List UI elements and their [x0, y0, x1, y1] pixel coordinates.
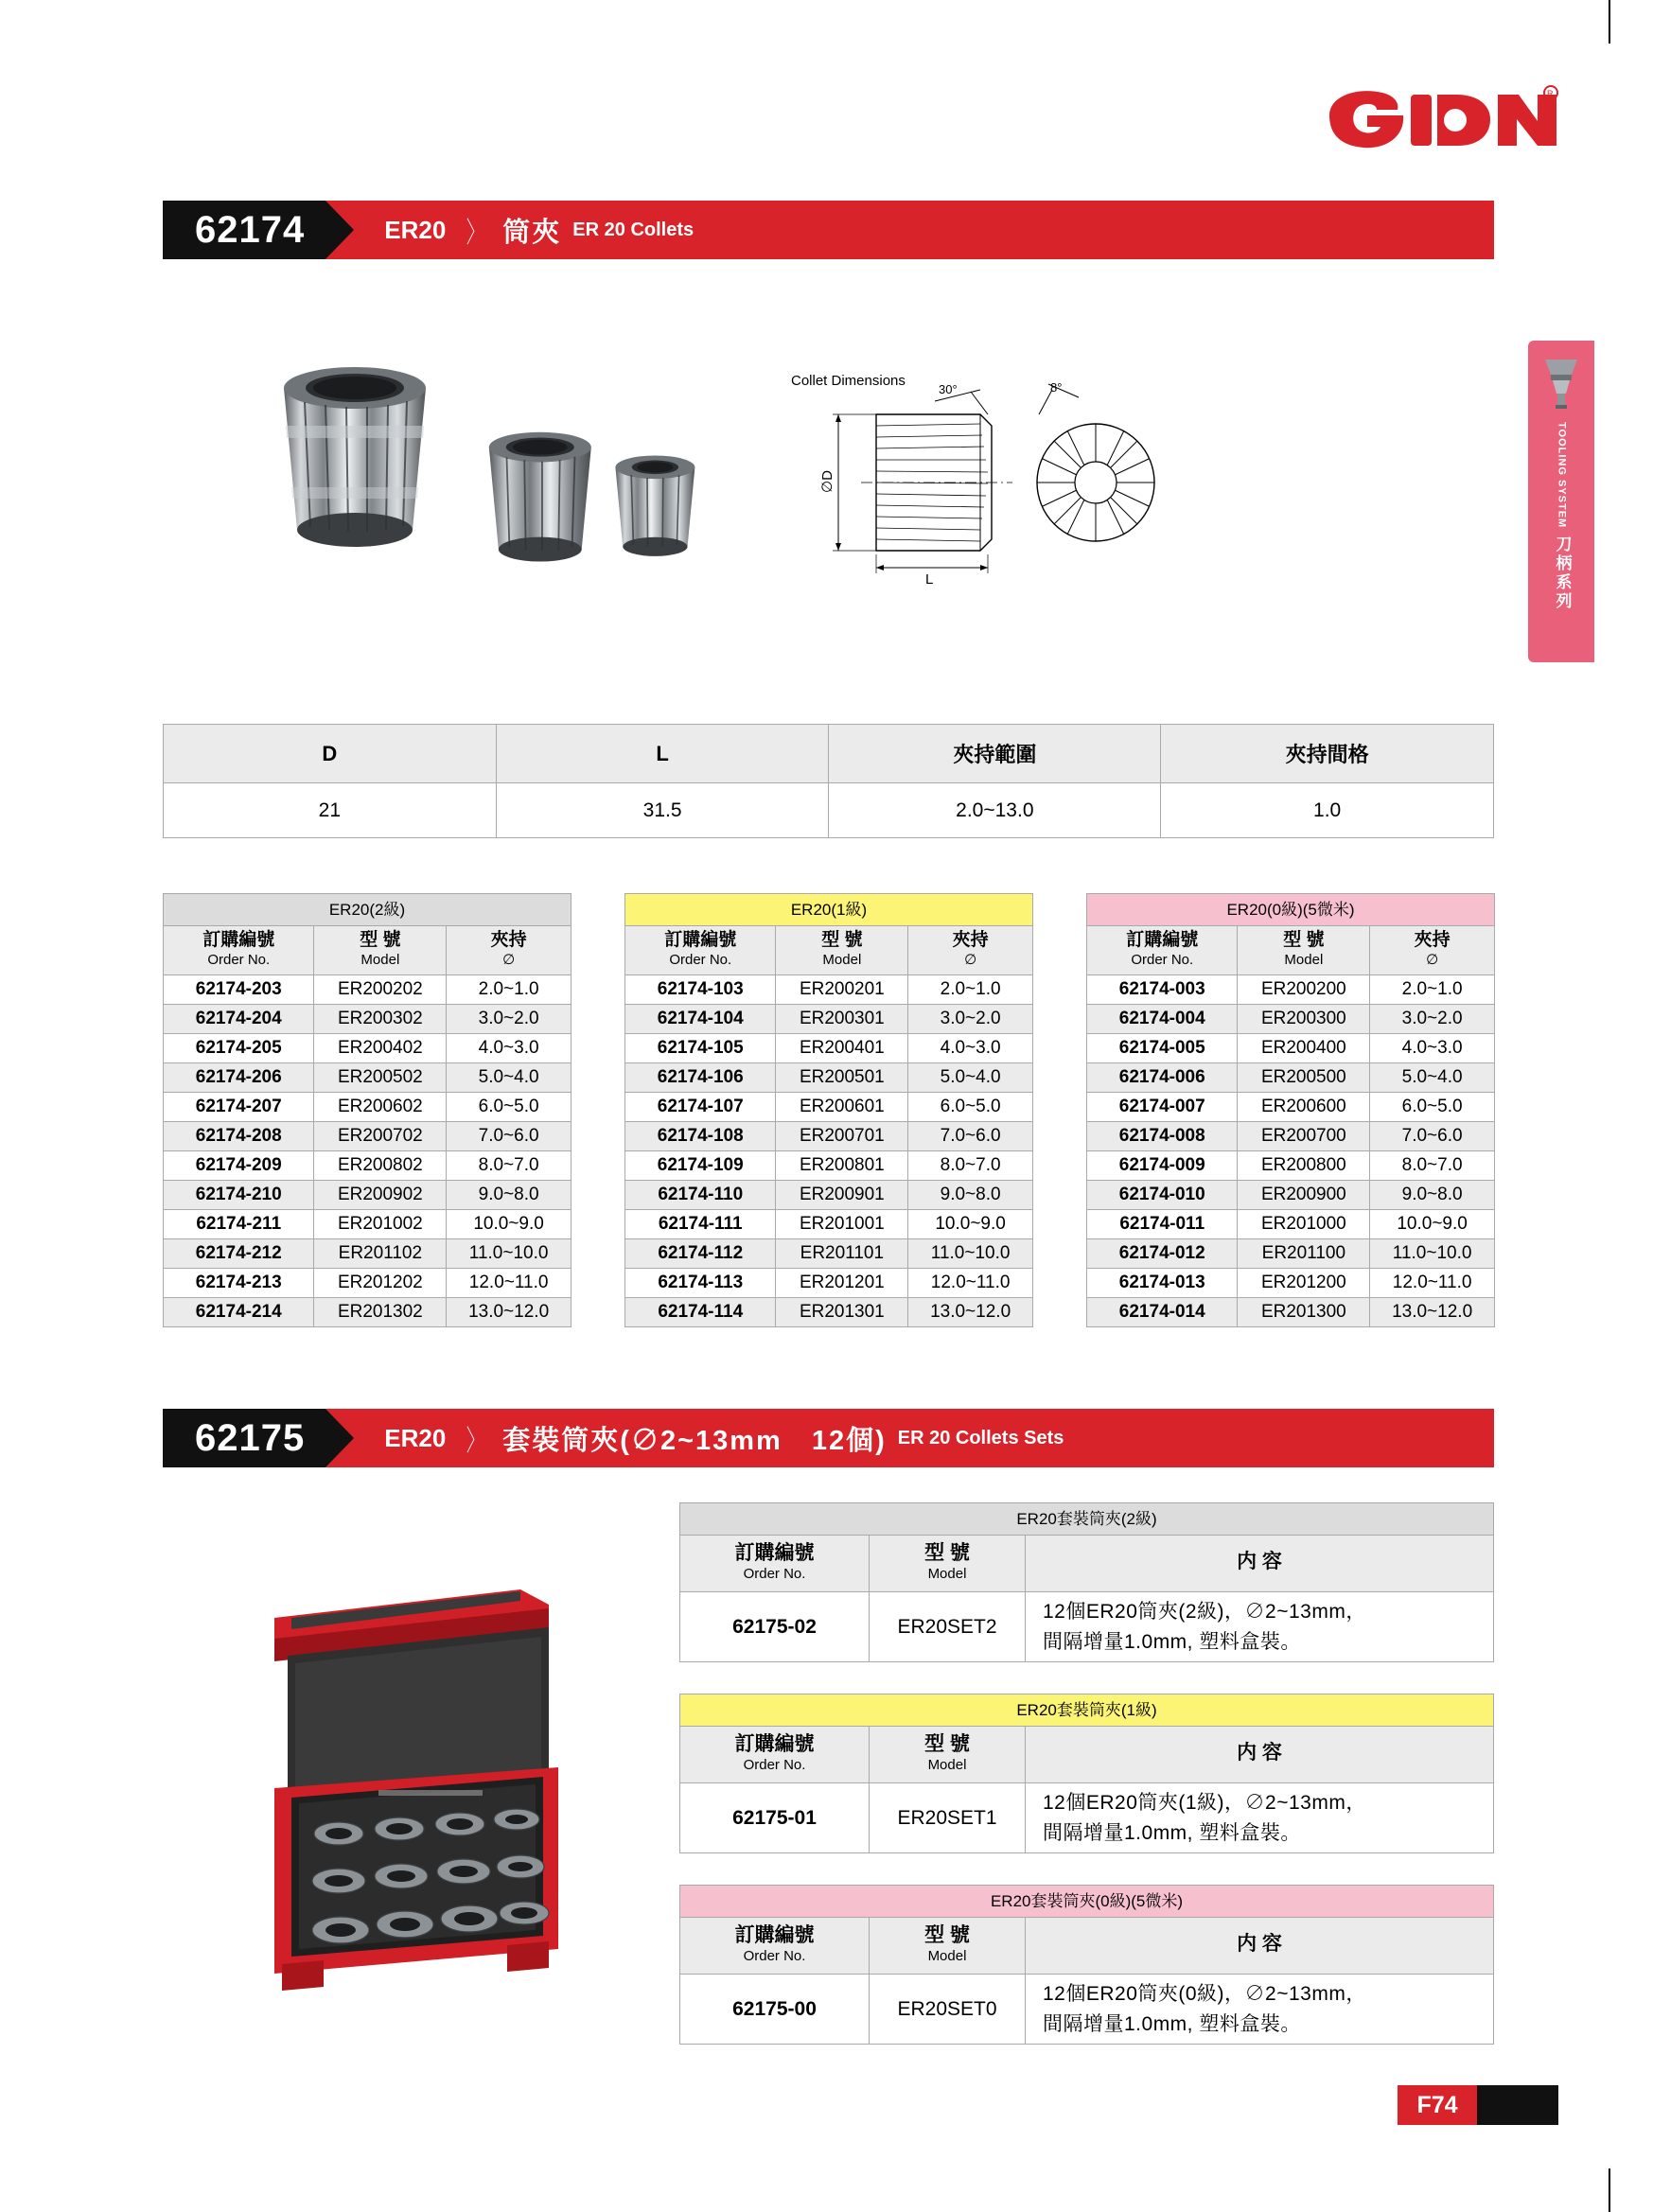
cell-order-no: 62174-004: [1087, 1004, 1238, 1033]
cell-order-no: 62174-005: [1087, 1033, 1238, 1062]
grade-table-0-body: [1087, 974, 1495, 1326]
table-row: [164, 1297, 572, 1326]
cell-order-no: 62174-009: [1087, 1150, 1238, 1180]
spec-table: [163, 724, 1494, 838]
grade2-header-model-en: Model: [360, 951, 400, 968]
set-table-row: [680, 1592, 1494, 1662]
set0-content: [1026, 1975, 1494, 2045]
cell-model: ER200601: [776, 1092, 908, 1121]
grade2-header-order: [164, 926, 314, 975]
cell-capacity: 12.0~11.0: [908, 1268, 1033, 1297]
chevron-icon: 〉: [466, 218, 484, 249]
grade-table-1: [624, 925, 1033, 1327]
grade-table-0: [1086, 925, 1495, 1327]
grade2-header-order-cn: 訂購編號: [202, 930, 275, 950]
cell-capacity: 8.0~7.0: [908, 1150, 1033, 1180]
table-row: [625, 1268, 1033, 1297]
cell-order-no: 62174-011: [1087, 1209, 1238, 1238]
cell-model: ER200302: [314, 1004, 447, 1033]
set1-header-order: [680, 1727, 870, 1783]
cell-capacity: 11.0~10.0: [447, 1238, 572, 1268]
cell-order-no: 62174-114: [625, 1297, 776, 1326]
set0-header-model: [870, 1918, 1026, 1975]
table-row: [625, 1121, 1033, 1150]
table-row: [164, 1238, 572, 1268]
cell-model: ER200802: [314, 1150, 447, 1180]
cell-capacity: 11.0~10.0: [1370, 1238, 1495, 1268]
cell-order-no: 62174-007: [1087, 1092, 1238, 1121]
cell-order-no: 62174-006: [1087, 1062, 1238, 1092]
spec-value-range: 2.0~13.0: [829, 783, 1161, 838]
cell-order-no: 62174-106: [625, 1062, 776, 1092]
set1-content-line2: 間隔增量1.0mm, 塑料盒裝。: [1043, 1821, 1301, 1844]
cell-order-no: 62174-203: [164, 974, 314, 1004]
grade0-header-model-cn: 型 號: [1283, 930, 1325, 950]
cell-capacity: 6.0~5.0: [908, 1092, 1033, 1121]
cell-model: ER200702: [314, 1121, 447, 1150]
section2-series: ER20: [384, 1423, 447, 1452]
grade1-header-model: [776, 926, 908, 975]
section-header-62175: [163, 1409, 1494, 1467]
set2-header-order-cn: 訂購編號: [734, 1542, 815, 1564]
set2-header-order-en: Order No.: [743, 1566, 806, 1583]
grade0-header-order: [1087, 926, 1238, 975]
grade2-header-capacity: [447, 926, 572, 975]
grade1-header-order-en: Order No.: [669, 951, 732, 968]
section-title-en: ER 20 Collets: [572, 219, 695, 240]
section2-title-cn: 套裝筒夾(∅2~13mm 12個): [502, 1425, 887, 1456]
grade-caption-1: ER20(1級): [624, 893, 1033, 925]
spec-table-value-row: [164, 783, 1494, 838]
set0-header-model-en: Model: [927, 1948, 967, 1965]
cell-model: ER200502: [314, 1062, 447, 1092]
grade-caption-2: ER20(2級): [163, 893, 572, 925]
cell-model: ER201001: [776, 1209, 908, 1238]
cell-capacity: 2.0~1.0: [1370, 974, 1495, 1004]
cell-model: ER201200: [1238, 1268, 1370, 1297]
cell-capacity: 9.0~8.0: [908, 1180, 1033, 1209]
grade-table-1-body: [625, 974, 1033, 1326]
spec-header-range: 夾持範圍: [829, 725, 1161, 783]
set2-model: ER20SET2: [870, 1592, 1026, 1662]
side-tab-label-cn: 刀柄系列: [1553, 535, 1572, 611]
table-row: [164, 1209, 572, 1238]
cell-model: ER201002: [314, 1209, 447, 1238]
set2-header-model: [870, 1536, 1026, 1592]
set1-content-line1: 12個ER20筒夾(1級)，∅2~13mm，: [1043, 1792, 1366, 1814]
set0-header-order-cn: 訂購編號: [734, 1924, 815, 1946]
table-row: [1087, 974, 1495, 1004]
grade0-header-model: [1238, 926, 1370, 975]
spec-value-step: 1.0: [1161, 783, 1494, 838]
cell-order-no: 62174-208: [164, 1121, 314, 1150]
cell-capacity: 7.0~6.0: [447, 1121, 572, 1150]
cell-model: ER201202: [314, 1268, 447, 1297]
cell-model: ER200402: [314, 1033, 447, 1062]
set-caption-1: ER20套裝筒夾(1級): [679, 1694, 1494, 1726]
drawing-label-l: L: [925, 571, 934, 588]
cell-capacity: 12.0~11.0: [447, 1268, 572, 1297]
cell-capacity: 4.0~3.0: [447, 1033, 572, 1062]
cell-capacity: 13.0~12.0: [1370, 1297, 1495, 1326]
cell-order-no: 62174-112: [625, 1238, 776, 1268]
set2-content-line1: 12個ER20筒夾(2級)，∅2~13mm，: [1043, 1601, 1366, 1623]
cell-model: ER201000: [1238, 1209, 1370, 1238]
section-header-62174: [163, 201, 1494, 259]
cell-order-no: 62174-211: [164, 1209, 314, 1238]
grade-table-block-1: [624, 893, 1033, 1327]
cell-model: ER200801: [776, 1150, 908, 1180]
cell-capacity: 11.0~10.0: [908, 1238, 1033, 1268]
side-tab-label-en: TOOLING SYSTEM: [1556, 422, 1568, 529]
cell-model: ER201301: [776, 1297, 908, 1326]
table-row: [164, 974, 572, 1004]
table-row: [625, 1092, 1033, 1121]
grade1-header-capacity: [908, 926, 1033, 975]
set0-header-order-en: Order No.: [743, 1948, 806, 1965]
cell-model: ER200200: [1238, 974, 1370, 1004]
cell-model: ER200301: [776, 1004, 908, 1033]
table-row: [1087, 1297, 1495, 1326]
set2-header-content: 内 容: [1026, 1536, 1494, 1592]
set1-model: ER20SET1: [870, 1783, 1026, 1853]
set0-header-content: 内 容: [1026, 1918, 1494, 1975]
cell-capacity: 9.0~8.0: [1370, 1180, 1495, 1209]
set1-header-order-en: Order No.: [743, 1757, 806, 1774]
cell-capacity: 2.0~1.0: [908, 974, 1033, 1004]
set-caption-2: ER20套裝筒夾(2級): [679, 1502, 1494, 1535]
cell-order-no: 62174-109: [625, 1150, 776, 1180]
cell-order-no: 62174-205: [164, 1033, 314, 1062]
table-row: [1087, 1033, 1495, 1062]
cell-capacity: 12.0~11.0: [1370, 1268, 1495, 1297]
cell-order-no: 62174-204: [164, 1004, 314, 1033]
cell-capacity: 4.0~3.0: [908, 1033, 1033, 1062]
set1-order: 62175-01: [680, 1783, 870, 1853]
set0-header-model-cn: 型 號: [924, 1924, 970, 1946]
set0-order: 62175-00: [680, 1975, 870, 2045]
cell-model: ER200602: [314, 1092, 447, 1121]
cell-model: ER200500: [1238, 1062, 1370, 1092]
cell-capacity: 3.0~2.0: [908, 1004, 1033, 1033]
cell-order-no: 62174-110: [625, 1180, 776, 1209]
cell-order-no: 62174-212: [164, 1238, 314, 1268]
table-row: [1087, 1062, 1495, 1092]
table-row: [1087, 1121, 1495, 1150]
cell-capacity: 5.0~4.0: [447, 1062, 572, 1092]
grade0-header-capacity-en: ∅: [1426, 951, 1439, 968]
cell-model: ER201201: [776, 1268, 908, 1297]
cell-capacity: 2.0~1.0: [447, 974, 572, 1004]
cell-capacity: 3.0~2.0: [1370, 1004, 1495, 1033]
cell-order-no: 62174-105: [625, 1033, 776, 1062]
table-row: [625, 974, 1033, 1004]
section-number-block: [163, 201, 325, 259]
section2-number-block: [163, 1409, 325, 1467]
table-row: [164, 1268, 572, 1297]
table-row: [1087, 1004, 1495, 1033]
cell-capacity: 10.0~9.0: [1370, 1209, 1495, 1238]
grade-table-2-body: [164, 974, 572, 1326]
cell-capacity: 8.0~7.0: [447, 1150, 572, 1180]
cell-model: ER200901: [776, 1180, 908, 1209]
cell-order-no: 62174-107: [625, 1092, 776, 1121]
table-row: [164, 1121, 572, 1150]
set2-content-line2: 間隔增量1.0mm, 塑料盒裝。: [1043, 1630, 1301, 1653]
cell-model: ER200701: [776, 1121, 908, 1150]
grade0-header-order-cn: 訂購編號: [1126, 930, 1199, 950]
set1-header-model: [870, 1727, 1026, 1783]
set1-content: [1026, 1783, 1494, 1853]
cell-capacity: 7.0~6.0: [1370, 1121, 1495, 1150]
grade1-header-capacity-en: ∅: [964, 951, 977, 968]
drawing-caption: Collet Dimensions: [791, 373, 906, 389]
cell-order-no: 62174-010: [1087, 1180, 1238, 1209]
brand-logo: [1312, 83, 1558, 153]
cell-order-no: 62174-108: [625, 1121, 776, 1150]
cell-model: ER200902: [314, 1180, 447, 1209]
table-row: [625, 1180, 1033, 1209]
cell-model: ER200202: [314, 974, 447, 1004]
cell-order-no: 62174-210: [164, 1180, 314, 1209]
section2-title-en: ER 20 Collets Sets: [897, 1427, 1064, 1448]
cell-order-no: 62174-013: [1087, 1268, 1238, 1297]
cell-order-no: 62174-213: [164, 1268, 314, 1297]
page-number: F74: [1398, 2085, 1477, 2125]
spec-header-step: 夾持間格: [1161, 725, 1494, 783]
crop-mark-top: [1609, 0, 1610, 44]
section-series: ER20: [384, 215, 447, 244]
grade0-header-order-en: Order No.: [1131, 951, 1194, 968]
set-table-2: [679, 1535, 1494, 1662]
cell-model: ER201102: [314, 1238, 447, 1268]
grade-table-2: [163, 925, 572, 1327]
cell-order-no: 62174-214: [164, 1297, 314, 1326]
table-row: [164, 1062, 572, 1092]
drawing-label-d: ∅D: [818, 470, 835, 493]
cell-capacity: 3.0~2.0: [447, 1004, 572, 1033]
set-table-block-0: [679, 1885, 1494, 2045]
set2-content: [1026, 1592, 1494, 1662]
cell-model: ER200900: [1238, 1180, 1370, 1209]
set2-order: 62175-02: [680, 1592, 870, 1662]
cell-model: ER200700: [1238, 1121, 1370, 1150]
table-row: [1087, 1209, 1495, 1238]
cell-model: ER201101: [776, 1238, 908, 1268]
set-table-row: [680, 1975, 1494, 2045]
toolholder-icon: [1539, 356, 1583, 411]
table-row: [625, 1062, 1033, 1092]
side-tab-tooling-system[interactable]: [1528, 341, 1594, 662]
cell-capacity: 10.0~9.0: [908, 1209, 1033, 1238]
cell-order-no: 62174-111: [625, 1209, 776, 1238]
cell-capacity: 4.0~3.0: [1370, 1033, 1495, 1062]
table-row: [625, 1297, 1033, 1326]
grade1-header-order: [625, 926, 776, 975]
set-table-block-1: [679, 1694, 1494, 1853]
cell-order-no: 62174-104: [625, 1004, 776, 1033]
grade-caption-0: ER20(0級)(5微米): [1086, 893, 1495, 925]
spec-header-d: D: [164, 725, 497, 783]
spec-table-header-row: [164, 725, 1494, 783]
table-row: [625, 1238, 1033, 1268]
set1-header-content: 内 容: [1026, 1727, 1494, 1783]
table-row: [1087, 1150, 1495, 1180]
grade2-header-capacity-cn: 夾持: [490, 930, 527, 950]
set2-header-model-en: Model: [927, 1566, 967, 1583]
grade1-header-order-cn: 訂購編號: [664, 930, 737, 950]
cell-order-no: 62174-206: [164, 1062, 314, 1092]
grade1-header-model-en: Model: [822, 951, 862, 968]
set0-content-line2: 間隔增量1.0mm, 塑料盒裝。: [1043, 2012, 1301, 2035]
chevron-down-icon: 〉: [466, 1426, 484, 1457]
table-row: [1087, 1268, 1495, 1297]
table-row: [625, 1004, 1033, 1033]
svg-text:R: R: [1547, 89, 1554, 98]
cell-model: ER200401: [776, 1033, 908, 1062]
table-row: [164, 1092, 572, 1121]
section-title-cn: 筒夾: [502, 217, 562, 248]
cell-model: ER201300: [1238, 1297, 1370, 1326]
set0-content-line1: 12個ER20筒夾(0級)，∅2~13mm，: [1043, 1983, 1366, 2005]
table-row: [625, 1033, 1033, 1062]
grade2-header-order-en: Order No.: [207, 951, 271, 968]
grade-table-block-2: [163, 893, 572, 1327]
page-number-badge: [1398, 2085, 1558, 2125]
cell-order-no: 62174-012: [1087, 1238, 1238, 1268]
cell-model: ER201100: [1238, 1238, 1370, 1268]
cell-order-no: 62174-008: [1087, 1121, 1238, 1150]
cell-model: ER200800: [1238, 1150, 1370, 1180]
cell-order-no: 62174-207: [164, 1092, 314, 1121]
cell-order-no: 62174-103: [625, 974, 776, 1004]
table-row: [1087, 1092, 1495, 1121]
set1-header-order-cn: 訂購編號: [734, 1733, 815, 1755]
set0-header-order: [680, 1918, 870, 1975]
grade0-header-capacity: [1370, 926, 1495, 975]
cell-capacity: 6.0~5.0: [447, 1092, 572, 1121]
table-row: [1087, 1180, 1495, 1209]
set-table-block-2: [679, 1502, 1494, 1662]
set-caption-0: ER20套裝筒夾(0級)(5微米): [679, 1885, 1494, 1917]
cell-model: ER200600: [1238, 1092, 1370, 1121]
cell-capacity: 10.0~9.0: [447, 1209, 572, 1238]
side-tab-text: [1551, 422, 1573, 611]
table-row: [164, 1033, 572, 1062]
cell-capacity: 6.0~5.0: [1370, 1092, 1495, 1121]
cell-capacity: 13.0~12.0: [908, 1297, 1033, 1326]
spec-value-l: 31.5: [496, 783, 829, 838]
drawing-angle-left: 30°: [939, 382, 958, 396]
cell-order-no: 62174-113: [625, 1268, 776, 1297]
cell-model: ER200400: [1238, 1033, 1370, 1062]
set1-header-model-cn: 型 號: [924, 1733, 970, 1755]
product-photo-collets: [246, 336, 738, 615]
grade2-header-capacity-en: ∅: [502, 951, 516, 968]
table-row: [164, 1004, 572, 1033]
product-photo-collet-set: [237, 1514, 634, 2001]
set2-header-order: [680, 1536, 870, 1592]
table-row: [164, 1150, 572, 1180]
cell-capacity: 9.0~8.0: [447, 1180, 572, 1209]
grade-table-block-0: [1086, 893, 1495, 1327]
cell-model: ER200201: [776, 974, 908, 1004]
set1-header-model-en: Model: [927, 1757, 967, 1774]
table-row: [164, 1180, 572, 1209]
cell-model: ER200300: [1238, 1004, 1370, 1033]
set-table-0: [679, 1917, 1494, 2045]
grade1-header-model-cn: 型 號: [821, 930, 863, 950]
cell-model: ER200501: [776, 1062, 908, 1092]
cell-capacity: 5.0~4.0: [908, 1062, 1033, 1092]
cell-order-no: 62174-003: [1087, 974, 1238, 1004]
cell-capacity: 7.0~6.0: [908, 1121, 1033, 1150]
grade1-header-capacity-cn: 夾持: [952, 930, 989, 950]
set0-model: ER20SET0: [870, 1975, 1026, 2045]
section2-number: 62175: [195, 1416, 306, 1459]
set2-header-model-cn: 型 號: [924, 1542, 970, 1564]
cell-model: ER201302: [314, 1297, 447, 1326]
grade0-header-capacity-cn: 夾持: [1414, 930, 1451, 950]
technical-drawing: [791, 373, 1268, 601]
cell-capacity: 13.0~12.0: [447, 1297, 572, 1326]
cell-capacity: 5.0~4.0: [1370, 1062, 1495, 1092]
table-row: [1087, 1238, 1495, 1268]
spec-header-l: L: [496, 725, 829, 783]
table-row: [625, 1150, 1033, 1180]
set-table-row: [680, 1783, 1494, 1853]
spec-value-d: 21: [164, 783, 497, 838]
section-number: 62174: [195, 208, 306, 251]
grade2-header-model-cn: 型 號: [360, 930, 401, 950]
cell-capacity: 8.0~7.0: [1370, 1150, 1495, 1180]
drawing-angle-right: 8°: [1050, 380, 1063, 395]
cell-order-no: 62174-209: [164, 1150, 314, 1180]
set-table-1: [679, 1726, 1494, 1853]
cell-order-no: 62174-014: [1087, 1297, 1238, 1326]
grade2-header-model: [314, 926, 447, 975]
table-row: [625, 1209, 1033, 1238]
crop-mark-bottom: [1609, 2168, 1610, 2212]
grade0-header-model-en: Model: [1284, 951, 1324, 968]
